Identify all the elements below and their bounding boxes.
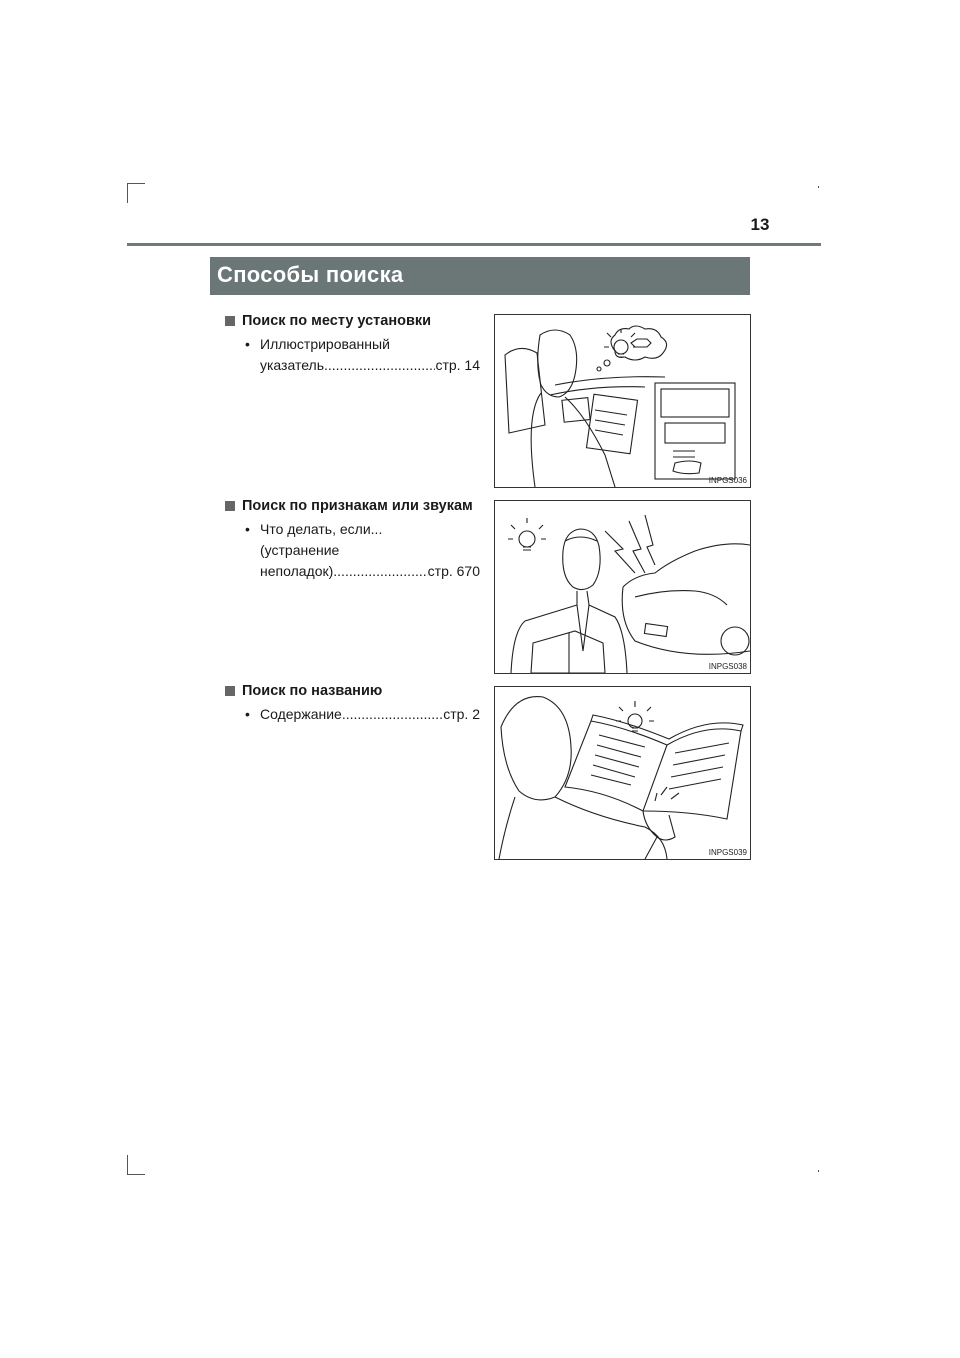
index-entry[interactable] bbox=[260, 561, 480, 582]
square-bullet-icon bbox=[225, 501, 235, 511]
crop-mark-top-right bbox=[818, 186, 819, 188]
illustration-driver-dashboard bbox=[494, 314, 751, 488]
page-reference[interactable]: стр. 670 bbox=[427, 563, 480, 579]
page-title: Способы поиска bbox=[217, 262, 404, 287]
bullet-dot-icon: • bbox=[245, 336, 250, 352]
index-entry[interactable] bbox=[260, 704, 480, 725]
entry-label: указатель bbox=[260, 357, 324, 373]
list-item bbox=[222, 519, 480, 582]
square-bullet-icon bbox=[225, 686, 235, 696]
section-heading: Поиск по признакам или звукам bbox=[222, 496, 480, 517]
item-line: (устранение bbox=[260, 542, 340, 558]
bullet-dot-icon: • bbox=[245, 706, 250, 722]
crop-mark-bottom-left-v bbox=[127, 1155, 128, 1175]
figure-code: INPGS038 bbox=[708, 662, 747, 671]
dot-leader bbox=[324, 355, 435, 376]
entry-label: Содержание bbox=[260, 706, 342, 722]
item-line: Иллюстрированный bbox=[260, 336, 390, 352]
section-search-by-location bbox=[222, 311, 480, 376]
header-rule bbox=[127, 243, 821, 246]
list-item bbox=[222, 334, 480, 376]
section-heading: Поиск по названию bbox=[222, 681, 480, 702]
figure-code: INPGS039 bbox=[708, 848, 747, 857]
crop-mark-bottom-left-h bbox=[127, 1174, 145, 1175]
figure-code: INPGS036 bbox=[708, 476, 747, 485]
page-number: 13 bbox=[750, 215, 770, 234]
item-line: Что делать, если... bbox=[260, 521, 383, 537]
page-reference[interactable]: стр. 14 bbox=[435, 357, 480, 373]
list-item bbox=[222, 704, 480, 725]
index-entry[interactable] bbox=[260, 355, 480, 376]
section-search-by-name bbox=[222, 681, 480, 725]
entry-label: неполадок) bbox=[260, 563, 334, 579]
section-search-by-symptoms bbox=[222, 496, 480, 582]
dot-leader bbox=[333, 561, 427, 582]
bullet-dot-icon: • bbox=[245, 521, 250, 537]
illustration-reading-contents bbox=[494, 686, 751, 860]
crop-mark-top-left-v bbox=[127, 183, 128, 203]
dot-leader bbox=[342, 704, 443, 725]
section-heading: Поиск по месту установки bbox=[222, 311, 480, 332]
crop-mark-top-left-h bbox=[127, 183, 145, 184]
illustration-warning-sound bbox=[494, 500, 751, 674]
square-bullet-icon bbox=[225, 316, 235, 326]
page-reference[interactable]: стр. 2 bbox=[443, 706, 480, 722]
section-title-band bbox=[210, 257, 750, 295]
crop-mark-bottom-right bbox=[818, 1170, 819, 1172]
